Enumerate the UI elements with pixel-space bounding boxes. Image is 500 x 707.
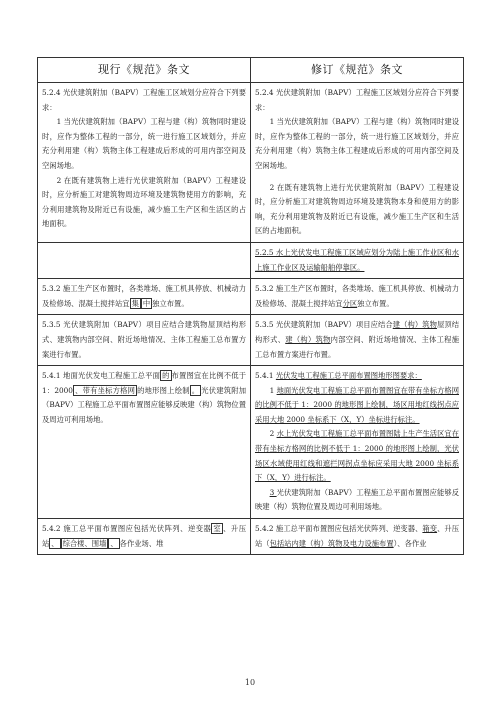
clause-text: 5.3.2 施工生产区布置时，各类堆场、施工机具停放、机械动力及检修场、混凝土搅拌站宜 [42, 284, 246, 308]
item-number: 3 [269, 487, 277, 497]
clause-text: 光伏建筑附加（BAPV）工程施工总平面布置图应能够反映建（构）筑物位置及周边可利用场地。 [42, 385, 247, 424]
clause-text: 2 在既有建筑物上进行光伏建筑附加（BAPV）工程建设时，应分析施工对建筑物周边环境及建筑物本身和使用方的影响，充分利用建筑物及附近已有设施，减少施工生产区和生活区的占地面积。 [255, 182, 459, 236]
cell-revised-5-3-2 [251, 279, 464, 315]
revised-text: 建（构）筑物 [392, 320, 437, 330]
table-row [38, 315, 464, 366]
table-row [38, 366, 464, 519]
marked-text: 的 [162, 371, 170, 381]
clause-text: 的地形图上绘制 [137, 385, 190, 395]
clause-text [255, 486, 459, 515]
clause-text: 5.3.2 施工生产区布置时，各类堆场、施工机具停放、机械动力及检修场、混凝土搅拌站宜 [255, 284, 459, 308]
marked-text: 集 [131, 298, 139, 308]
clause-text: 5.3.5 光伏建筑附加（BAPV）项目应结合 [255, 320, 393, 330]
clause-text: 各作业场、堆 [119, 538, 164, 548]
clause-text: 2 在既有建筑物上进行光伏建筑附加（BAPV）工程建设时，应分析施工对建筑物周边环境及建筑物使用方的影响，充分利用建筑物及附近已有设施，减少施工生产区和生活区的占地面积。 [42, 175, 246, 229]
clause-text: 屋顶结构形式、 [255, 320, 460, 344]
clause-text [255, 427, 459, 485]
clause-text: 内部空间、附近场地情况、主体工程施工总布置方案进行布置。 [255, 334, 460, 359]
clause-text: 5.2.4 光伏建筑附加（BAPV）工程施工区域划分应符合下列要求： [42, 88, 246, 112]
marked-text: 、带有坐标方格网 [74, 385, 136, 395]
table-row [38, 279, 464, 315]
clause-text [255, 384, 459, 428]
clause-text: 5.4.2 施工总平面布置图应包括光伏阵列、逆变器、 [255, 524, 423, 534]
table-row [38, 242, 464, 278]
table-row [38, 519, 464, 555]
clause-text: 独立布置。 [152, 298, 189, 308]
cell-current-5-3-2 [38, 279, 251, 315]
clause-text: ）、各作业 [393, 538, 427, 548]
marked-text: 、 [51, 538, 59, 548]
clause-text [255, 369, 459, 384]
clause-text: 光伏建筑附加（BAPV）工程施工总平面布置图应能够反映建（构）筑物位置及周边可利用场地。 [255, 487, 459, 512]
clause-text: 5.4.1 地面光伏发电工程施工总平面 [42, 371, 161, 381]
marked-text: 综合楼、围墙 [62, 538, 107, 548]
cell-current-5-4-1 [38, 366, 251, 519]
revised-text: 箱变 [422, 524, 438, 534]
cell-current-5-4-2 [38, 519, 251, 555]
item-number: 2 [269, 429, 277, 439]
cell-current-5-2-4 [38, 83, 251, 243]
header-revised-spec: 修订《规范》条文 [251, 58, 464, 83]
clause-text: 布置图宜在比例不低于 1：2000 [42, 371, 247, 395]
clause-text: 5.4.2 施工总平面布置图应包括光伏阵列、逆变器 [42, 524, 212, 534]
cell-current-empty [38, 242, 251, 278]
revised-text: 光伏发电工程施工总平面布置图地形图要求： [275, 371, 422, 381]
revised-text: 水上光伏发电工程施工总平面布置图陆上生产生活区宜在带有坐标方格网的比例不低于 1：2000 的地形图上绘制，光伏场区水域使用红线和遮拦网拐点坐标应采用大地 2000 坐标系下（X，Y）进行标注。 [255, 429, 459, 483]
comparison-table [37, 57, 464, 555]
cell-revised-5-4-1 [251, 366, 464, 519]
clause-text: 5.2.5 水上光伏发电工程施工区域应划分为陆上施工作业区和水上施工作业区及运输船舶停靠区。 [255, 247, 459, 272]
clause-text: 、升压站 [42, 524, 247, 548]
clause-text: 1 当光伏建筑附加（BAPV）工程与建（构）筑物同时建设时，应作为整体工程的一部分，统一进行施工区域划分，并应充分利用建（构）筑物主体工程建成后形成的可用内部空间及空闲场地。 [255, 117, 459, 170]
clause-text: 5.3.5 光伏建筑附加（BAPV）项目应结合建筑物屋顶结构形式、建筑物内部空间、附近场地情况、主体工程施工总布置方案进行布置。 [42, 320, 246, 359]
revised-text: 分区 [342, 298, 358, 308]
marked-text: 室 [213, 524, 222, 534]
header-current-spec: 现行《规范》条文 [38, 58, 251, 83]
item-number: 1 [269, 385, 277, 395]
revised-text: 地面光伏发电工程施工总平面布置图宜在带有坐标方格网的比例不低于 1：2000 的地形图上绘制，场区用地红线拐点应采用大地 2000 坐标系下（X，Y）坐标进行标注。 [255, 385, 459, 424]
cell-revised-5-2-5 [251, 242, 464, 278]
marked-text: 、 [110, 538, 118, 548]
clause-text: 5.2.4 光伏建筑附加（BAPV）工程施工区域划分应符合下列要求： [255, 88, 459, 112]
marked-text: 中 [142, 298, 151, 308]
clause-number: 5.4.1 [255, 371, 276, 381]
cell-revised-5-4-2 [251, 519, 464, 555]
cell-revised-5-2-4 [251, 83, 464, 243]
cell-revised-5-3-5 [251, 315, 464, 366]
revised-text: 包括站内建（构）筑物及电力设施布置 [269, 538, 394, 548]
table-header-row [38, 58, 464, 83]
clause-text: 、升压站（ [255, 524, 460, 548]
marked-text: 。 [191, 385, 200, 395]
table-row [38, 83, 464, 243]
clause-text: 独立布置。 [357, 298, 394, 308]
revised-text: 建（构）筑物 [285, 334, 331, 344]
cell-current-5-3-5 [38, 315, 251, 366]
clause-text: 1 当光伏建筑附加（BAPV）工程与建（构）筑物同时建设时，应作为整体工程的一部分，统一进行施工区域划分，并应充分利用建（构）筑物主体工程建成后形成的可用内部空间及空闲场地。 [42, 117, 246, 170]
page-number: 10 [244, 678, 256, 687]
